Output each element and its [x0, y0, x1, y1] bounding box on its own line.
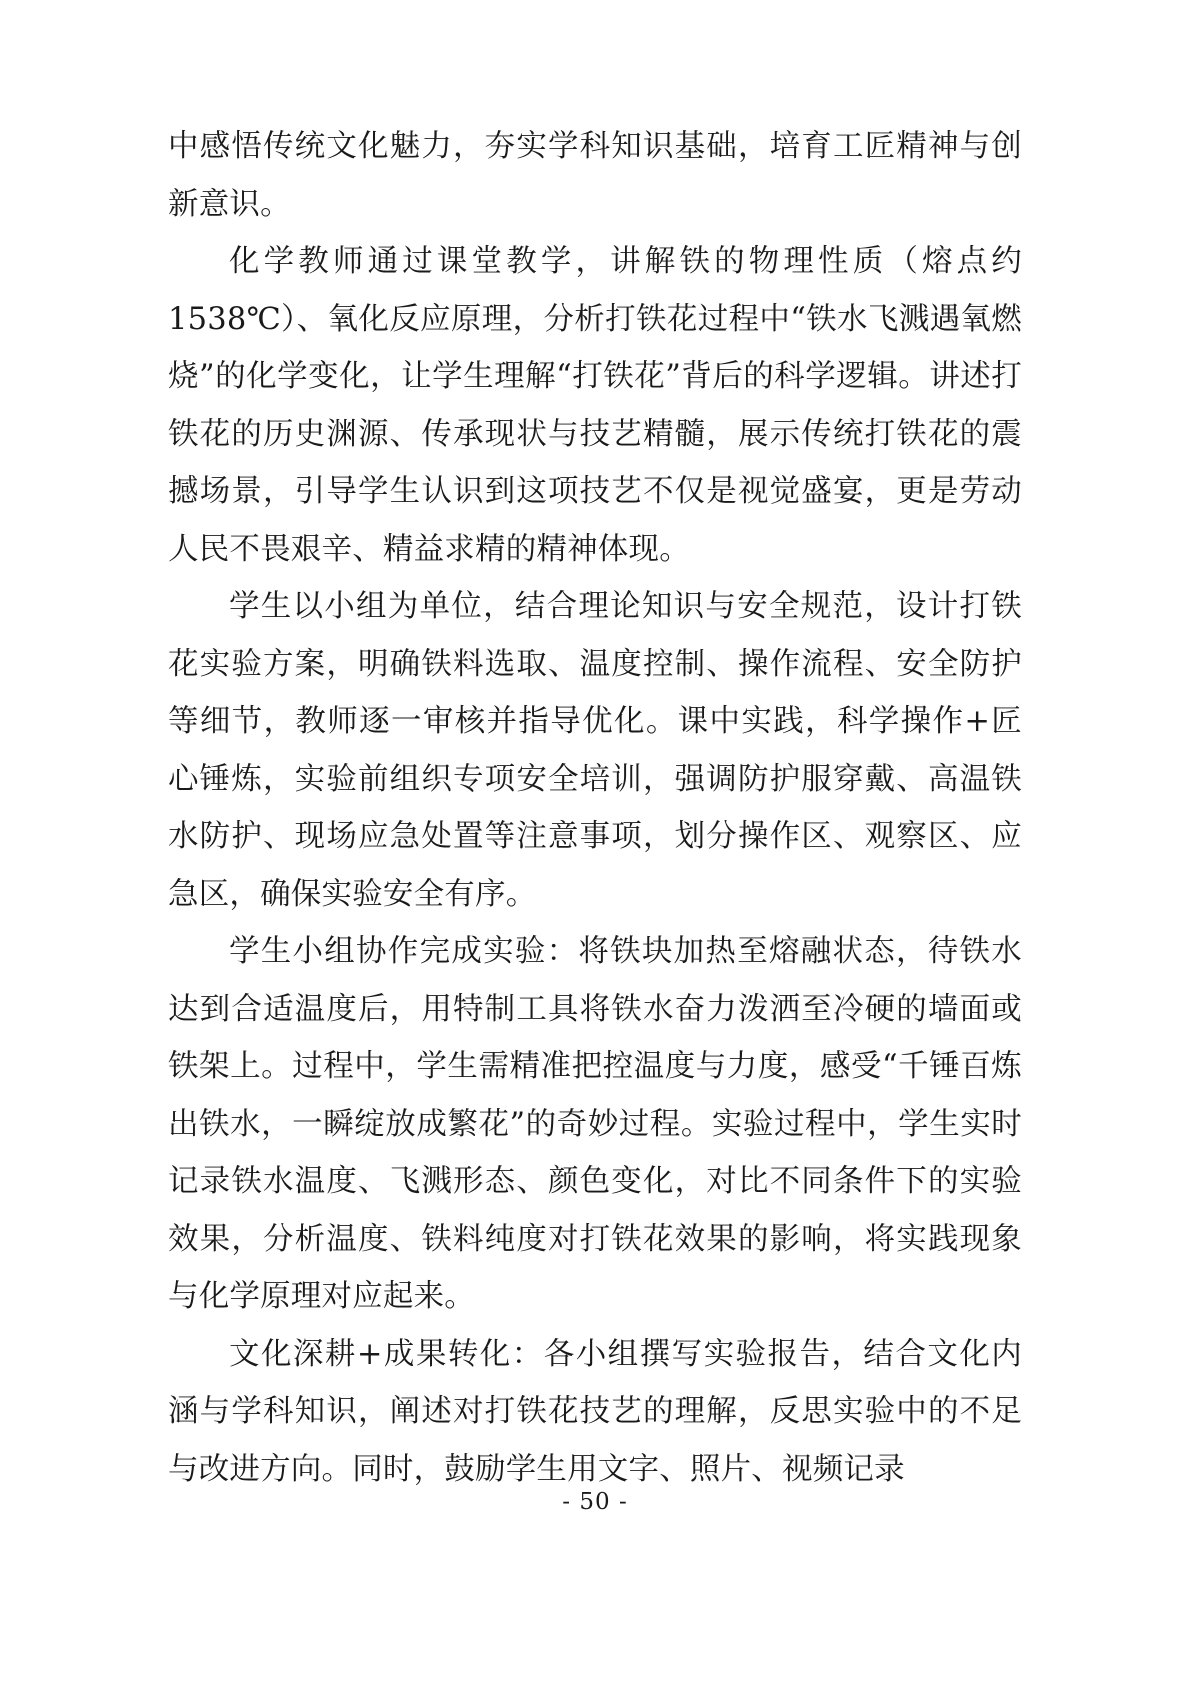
paragraph-chemistry-teacher: 化学教师通过课堂教学，讲解铁的物理性质（熔点约1538℃）、氧化反应原理，分析打铁花过程中“铁水飞溅遇氧燃烧”的化学变化，让学生理解“打铁花”背后的科学逻辑。讲述打铁花的历史渊源、传承现状与技艺精髓，展示传统打铁花的震撼场景，引导学生认识到这项技艺不仅是视觉盛宴，更是劳动人民不畏艰辛、精益求精的精神体现。: [168, 244, 1022, 567]
paragraph-culture-results: 文化深耕+成果转化：各小组撰写实验报告，结合文化内涵与学科知识，阐述对打铁花技艺的理解，反思实验中的不足与改进方向。同时，鼓励学生用文字、照片、视频记录: [168, 1336, 1022, 1487]
page-number: - 50 -: [562, 1489, 628, 1515]
paragraph-student-groups: 学生以小组为单位，结合理论知识与安全规范，设计打铁花实验方案，明确铁料选取、温度控制、操作流程、安全防护等细节，教师逐一审核并指导优化。课中实践，科学操作+匠心锤炼，实验前组织专项安全培训，强调防护服穿戴、高温铁水防护、现场应急处置等注意事项，划分操作区、观察区、应急区，确保实验安全有序。: [168, 589, 1022, 912]
paragraph-continuation: 中感悟传统文化魅力，夯实学科知识基础，培育工匠精神与创新意识。: [168, 129, 1022, 222]
document-body: [168, 118, 1022, 1498]
paragraph-experiment: 学生小组协作完成实验：将铁块加热至熔融状态，待铁水达到合适温度后，用特制工具将铁水奋力泼洒至冷硬的墙面或铁架上。过程中，学生需精准把控温度与力度，感受“千锤百炼出铁水，一瞬绽放成繁花”的奇妙过程。实验过程中，学生实时记录铁水温度、飞溅形态、颜色变化，对比不同条件下的实验效果，分析温度、铁料纯度对打铁花效果的影响，将实践现象与化学原理对应起来。: [168, 934, 1022, 1314]
